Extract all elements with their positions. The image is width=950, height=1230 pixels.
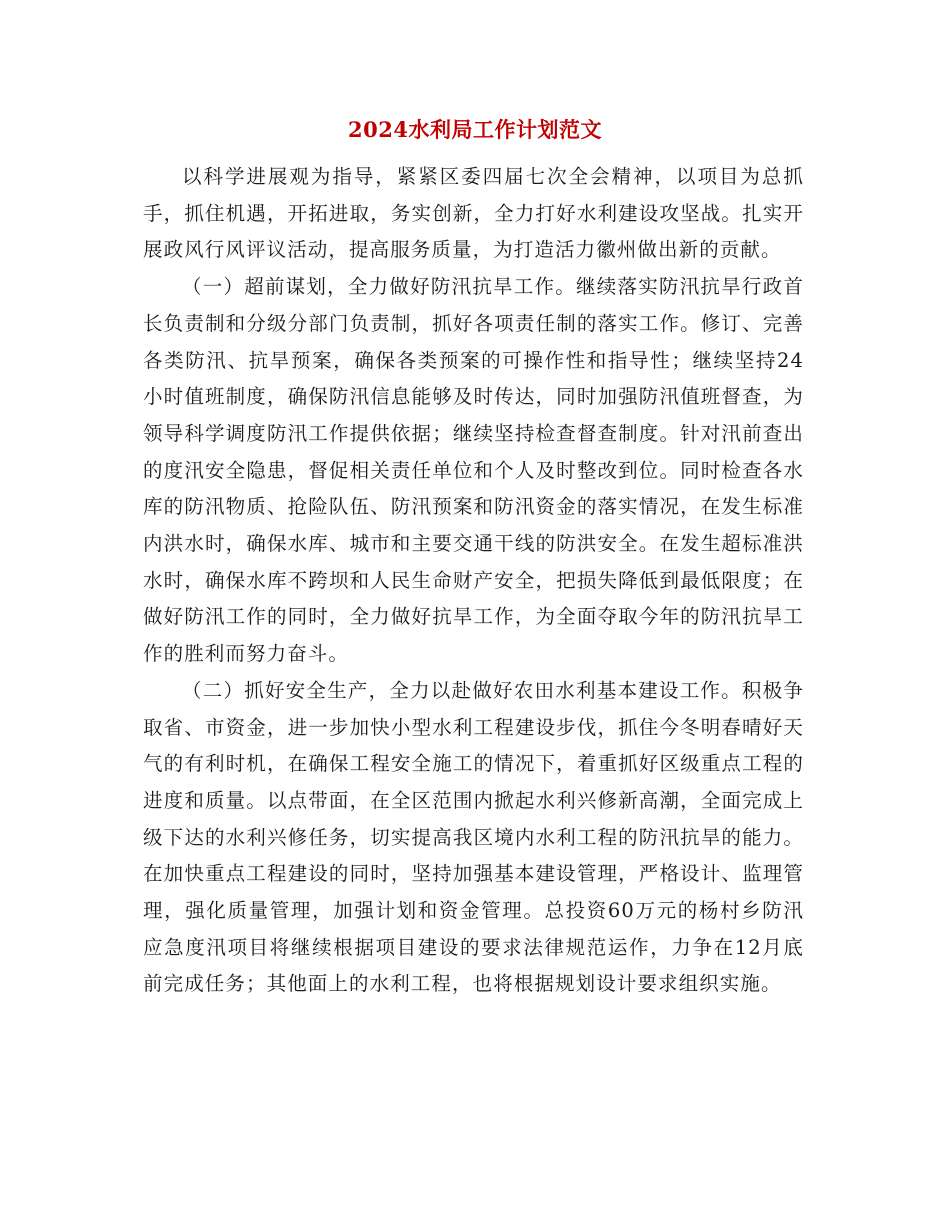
document-body <box>143 159 804 1003</box>
paragraph-flood-control: （一）超前谋划，全力做好防汛抗旱工作。继续落实防汛抗旱行政首长负责制和分级分部门负责制，抓好各项责任制的落实工作。修订、完善各类防汛、抗旱预案，确保各类预案的可操作性和指导性；继续坚持24小时值班制度，确保防汛信息能够及时传达，同时加强防汛值班督查，为领导科学调度防汛工作提供依据；继续坚持检查督查制度。针对汛前查出的度汛安全隐患，督促相关责任单位和个人及时整改到位。同时检查各水库的防汛物质、抢险队伍、防汛预案和防汛资金的落实情况，在发生标准内洪水时，确保水库、城市和主要交通干线的防洪安全。在发生超标准洪水时，确保水库不跨坝和人民生命财产安全，把损失降低到最低限度；在做好防汛工作的同时，全力做好抗旱工作，为全面夺取今年的防汛抗旱工作的胜利而努力奋斗。 <box>143 275 804 666</box>
document-title: 2024水利局工作计划范文 <box>348 117 602 142</box>
paragraph-farmland-irrigation: （二）抓好安全生产，全力以赴做好农田水利基本建设工作。积极争取省、市资金，进一步加快小型水利工程建设步伐，抓住今冬明春晴好天气的有利时机，在确保工程安全施工的情况下，着重抓好区级重点工程的进度和质量。以点带面，在全区范围内掀起水利兴修新高潮，全面完成上级下达的水利兴修任务，切实提高我区境内水利工程的防汛抗旱的能力。在加快重点工程建设的同时，坚持加强基本建设管理，严格设计、监理管理，强化质量管理，加强计划和资金管理。总投资60万元的杨村乡防汛应急度汛项目将继续根据项目建设的要求法律规范运作，力争在12月底前完成任务；其他面上的水利工程，也将根据规划设计要求组织实施。 <box>143 678 804 996</box>
paragraph-intro: 以科学进展观为指导，紧紧区委四届七次全会精神，以项目为总抓手，抓住机遇，开拓进取，务实创新，全力打好水利建设攻坚战。扎实开展政风行风评议活动，提高服务质量，为打造活力徽州做出新的贡献。 <box>143 165 804 262</box>
